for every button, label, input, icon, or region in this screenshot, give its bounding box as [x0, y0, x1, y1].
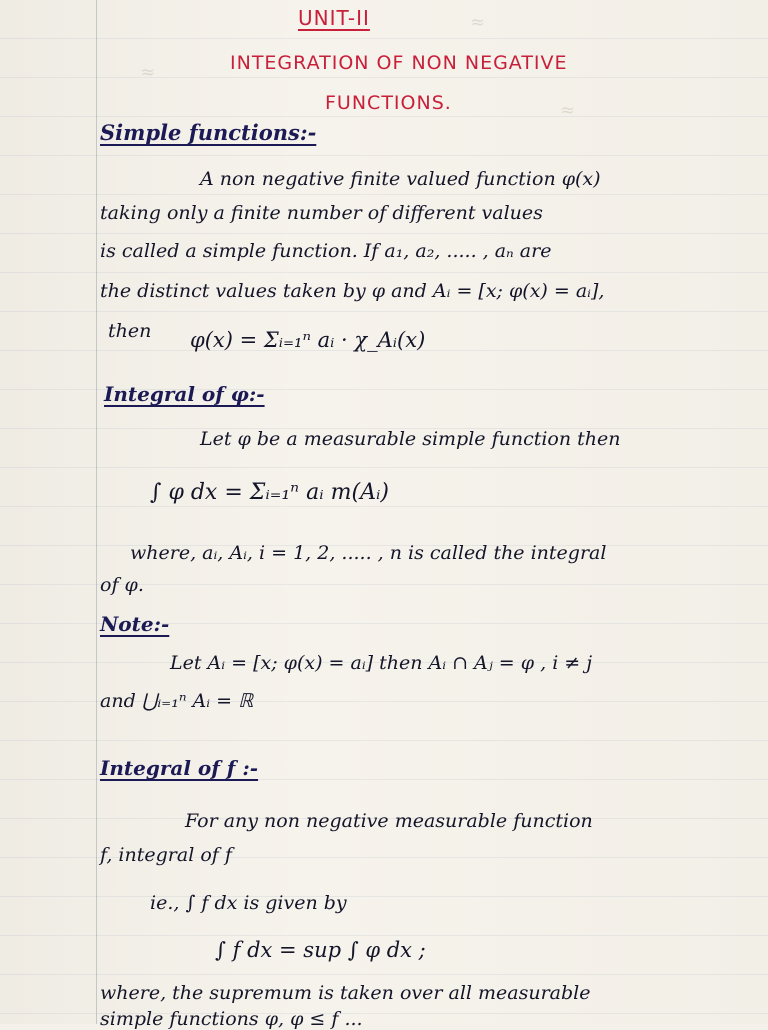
bleed-through-mark: ≈ — [140, 62, 156, 83]
unit-label: UNIT-II — [298, 6, 370, 30]
note-line: and ⋃ᵢ₌₁ⁿ Aᵢ = ℝ — [100, 690, 254, 712]
paragraph-line: is called a simple function. If a₁, a₂, ..... , aₙ are — [100, 240, 552, 262]
note-line: Let Aᵢ = [x; φ(x) = aᵢ] then Aᵢ ∩ Aⱼ = φ , i ≠ j — [170, 652, 593, 674]
section-heading-simple-functions: Simple functions:- — [100, 120, 317, 145]
bleed-through-mark: ≈ — [470, 12, 486, 33]
paragraph-line: Let φ be a measurable simple function then — [200, 428, 621, 450]
paragraph-line: of φ. — [100, 574, 144, 596]
paragraph-line: taking only a finite number of different values — [100, 202, 543, 224]
section-heading-integral-of-f: Integral of f :- — [100, 756, 259, 780]
paragraph-line: f, integral of f — [100, 844, 232, 866]
section-heading-integral-of-phi: Integral of φ:- — [104, 382, 265, 406]
paragraph-line: A non negative finite valued function φ(x) — [200, 168, 601, 190]
simple-function-formula: φ(x) = Σᵢ₌₁ⁿ aᵢ · χ_Aᵢ(x) — [190, 328, 426, 352]
page-title-line-2: FUNCTIONS. — [325, 92, 452, 114]
paragraph-line: For any non negative measurable function — [185, 810, 593, 832]
page-title-line-1: INTEGRATION OF NON NEGATIVE — [230, 52, 568, 74]
formula-prefix: then — [108, 320, 152, 342]
integral-f-formula: ∫ f dx = sup ∫ φ dx ; — [215, 938, 426, 962]
paragraph-line: where, aᵢ, Aᵢ, i = 1, 2, ..... , n is called the integral — [130, 542, 607, 564]
paragraph-line: ie., ∫ f dx is given by — [150, 892, 347, 914]
paragraph-line: simple functions φ, φ ≤ f ... — [100, 1008, 363, 1030]
paragraph-line: where, the supremum is taken over all measurable — [100, 982, 591, 1004]
bleed-through-mark: ≈ — [560, 100, 576, 121]
section-heading-note: Note:- — [100, 612, 170, 636]
paragraph-line: the distinct values taken by φ and Aᵢ = [x; φ(x) = aᵢ], — [100, 280, 605, 302]
margin-line — [96, 0, 97, 1024]
integral-phi-formula: ∫ φ dx = Σᵢ₌₁ⁿ aᵢ m(Aᵢ) — [150, 480, 389, 505]
